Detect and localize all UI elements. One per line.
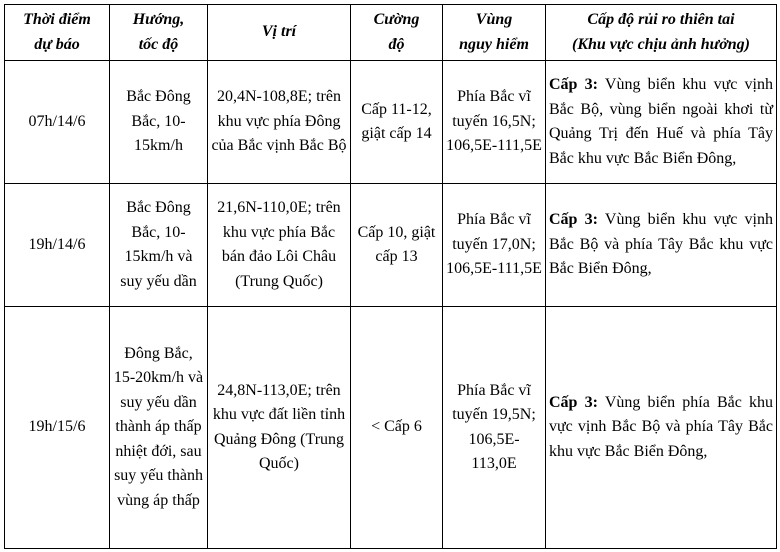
cell-direction: Bắc Đông Bắc, 10-15km/h [110,61,208,184]
cell-direction: Bắc Đông Bắc, 10-15km/h và suy yếu dần [110,184,208,307]
header-risk: Cấp độ rủi ro thiên tai (Khu vực chịu ảnh hưởng) [546,5,777,61]
header-row [5,5,777,61]
cell-position: 20,4N-108,8E; trên khu vực phía Đông của Bắc vịnh Bắc Bộ [208,61,351,184]
cell-danger-zone: Phía Bắc vĩ tuyến 16,5N; 106,5E-111,5E [443,61,546,184]
risk-area: Vùng biển khu vực vịnh Bắc Bộ, vùng biển ngoài khơi từ Quảng Trị đến Huế và phía Tây Bắc khu vực Bắc Biển Đông, [549,76,773,167]
cell-intensity: < Cấp 6 [351,307,443,549]
risk-area: Vùng biển khu vực vịnh Bắc Bộ và phía Tây Bắc khu vực Bắc Biển Đông, [549,211,773,278]
cell-risk [546,184,777,307]
header-intensity: Cường độ [351,5,443,61]
header-direction: Hướng, tốc độ [110,5,208,61]
cell-time: 19h/14/6 [5,184,110,307]
risk-area: Vùng biển phía Bắc khu vực vịnh Bắc Bộ và phía Tây Bắc khu vực Bắc Biển Đông, [549,393,773,460]
table-row [5,184,777,307]
cell-time: 07h/14/6 [5,61,110,184]
cell-position: 24,8N-113,0E; trên khu vực đất liền tỉnh Quảng Đông (Trung Quốc) [208,307,351,549]
header-time: Thời điểm dự báo [5,5,110,61]
cell-position: 21,6N-110,0E; trên khu vực phía Bắc bán đảo Lôi Châu (Trung Quốc) [208,184,351,307]
risk-level: Cấp 3: [549,76,598,93]
table-row [5,61,777,184]
table-row [5,307,777,549]
header-position: Vị trí [208,5,351,61]
cell-intensity: Cấp 11-12, giật cấp 14 [351,61,443,184]
header-danger-zone: Vùng nguy hiểm [443,5,546,61]
cell-time: 19h/15/6 [5,307,110,549]
forecast-table [4,4,777,549]
risk-level: Cấp 3: [549,393,598,411]
cell-danger-zone: Phía Bắc vĩ tuyến 19,5N; 106,5E-113,0E [443,307,546,549]
cell-direction: Đông Bắc, 15-20km/h và suy yếu dần thành áp thấp nhiệt đới, sau suy yếu thành vùng áp thấp [110,307,208,549]
risk-level: Cấp 3: [549,211,598,229]
cell-risk [546,61,777,184]
cell-risk [546,307,777,549]
cell-danger-zone: Phía Bắc vĩ tuyến 17,0N; 106,5E-111,5E [443,184,546,307]
cell-intensity: Cấp 10, giật cấp 13 [351,184,443,307]
